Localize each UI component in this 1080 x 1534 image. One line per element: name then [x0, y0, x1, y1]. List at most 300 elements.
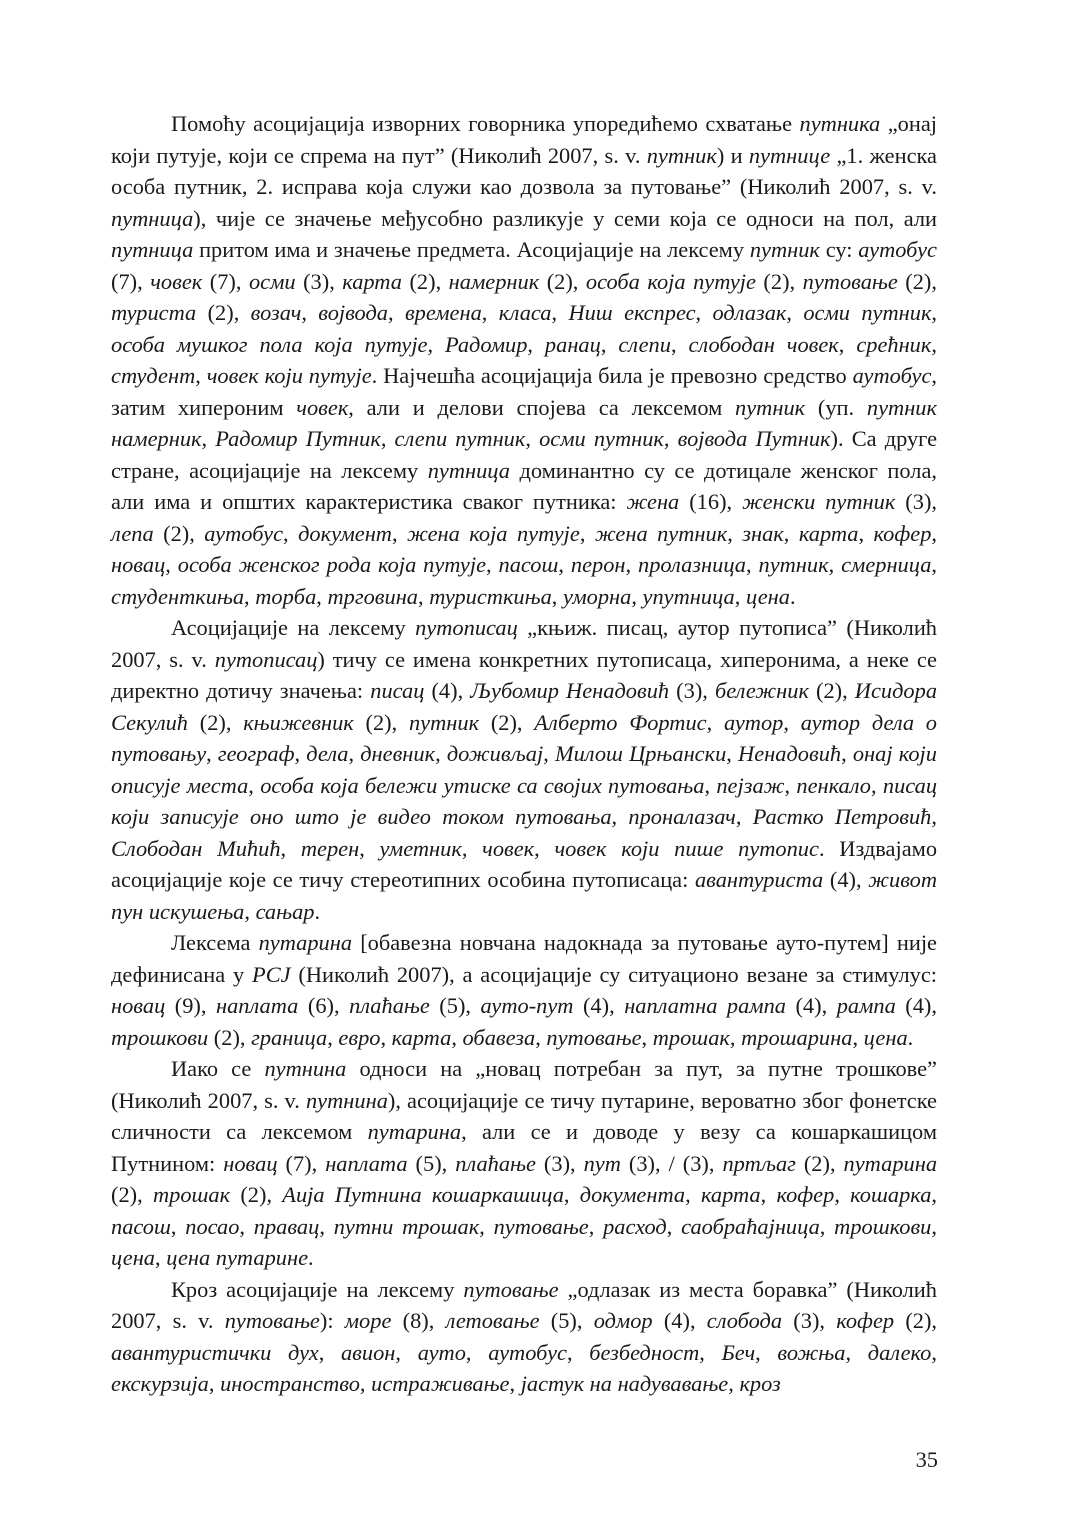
italic-term: Растко Петровић	[752, 804, 932, 829]
text-run: ,	[735, 804, 753, 829]
italic-term: смерница	[841, 552, 932, 577]
italic-term: аутобус	[852, 363, 932, 388]
italic-term: аутор	[723, 709, 784, 735]
italic-term: војвода Путник	[677, 426, 831, 451]
text-run: ,	[784, 772, 797, 798]
italic-term: иностранство	[220, 1371, 360, 1396]
text-run: (5),	[539, 1308, 594, 1333]
italic-term: пенкало	[796, 772, 871, 798]
text-run: ) и	[716, 142, 749, 168]
italic-term: човек који путује	[206, 363, 372, 388]
text-run: ,	[509, 1371, 521, 1396]
text-run: . Најчешћа асоцијација била је превозно средство	[371, 363, 853, 388]
text-run: ,	[380, 1024, 392, 1050]
text-run: (4),	[785, 993, 837, 1018]
text-run: ,	[838, 331, 857, 357]
text-run: ,	[465, 1339, 489, 1365]
italic-term: онај који описује места	[111, 741, 937, 798]
italic-term: обавеза	[462, 1024, 536, 1050]
italic-term: путница	[111, 205, 194, 231]
italic-term: туриста	[111, 300, 197, 325]
text-run: доминантно су се дотицале женског пола, али има и општих карактеристика сваког путника:	[111, 457, 937, 514]
italic-term: проналазач	[628, 804, 736, 829]
italic-term: путника	[799, 111, 881, 136]
italic-term: авион	[340, 1339, 396, 1365]
italic-term: дневник	[360, 741, 436, 766]
text-run: (2),	[111, 1182, 153, 1207]
text-run: ,	[535, 1024, 547, 1050]
text-run: ,	[391, 520, 408, 546]
italic-term: торба	[255, 583, 317, 609]
text-run: ,	[760, 1182, 777, 1207]
text-run: [обавезна новчана надокнада за путовање ауто-путем] није дефинисана у	[111, 930, 937, 987]
italic-term: Алберто Фортис	[534, 709, 707, 735]
text-run: ,	[418, 583, 430, 609]
italic-term: особа мушког пола која путује	[111, 331, 428, 357]
italic-term: намерник	[448, 268, 540, 294]
italic-term: трошак	[652, 1024, 730, 1050]
italic-term: војвода	[318, 300, 388, 325]
italic-term: кофер	[776, 1182, 835, 1207]
italic-term: рампа	[836, 993, 896, 1018]
text-run: ), чије се значење међусобно разликује у семи која се односи на пол, али	[193, 205, 937, 231]
text-run: (2),	[153, 520, 205, 546]
text-run: (3),	[895, 489, 937, 514]
italic-term: море	[344, 1308, 392, 1333]
text-run: .	[314, 898, 321, 924]
italic-term: РСЈ	[252, 961, 291, 987]
italic-term: туристкиња	[429, 583, 552, 609]
italic-term: студент	[111, 363, 196, 388]
italic-term: путник	[758, 552, 829, 577]
text-run: (9),	[165, 993, 216, 1018]
paragraph-putovanje	[111, 1274, 937, 1400]
text-run: (3),	[669, 678, 715, 703]
italic-term: слепи	[618, 331, 671, 357]
italic-term: плаћање	[349, 993, 430, 1018]
text-run: ,	[486, 552, 499, 577]
text-run: (2),	[353, 709, 409, 735]
italic-term: аутобус	[204, 520, 284, 546]
italic-term: терен	[300, 835, 360, 861]
italic-term: наплата	[325, 1150, 408, 1176]
text-run: ,	[435, 741, 447, 766]
text-run: (4),	[424, 678, 471, 703]
italic-term: карта	[700, 1182, 761, 1207]
text-run: .	[789, 583, 796, 609]
text-run: ,	[641, 1024, 653, 1050]
italic-term: човек који пише путопис	[554, 835, 819, 861]
text-run: ,	[931, 804, 937, 829]
italic-term: трошкови	[111, 1024, 209, 1050]
italic-term: слобода	[706, 1308, 783, 1333]
text-run: „онај који путује, који се спрема на пут” (Николић 2007, s. v.	[111, 111, 937, 168]
text-run: ,	[666, 1213, 682, 1239]
italic-term: пасош	[111, 1213, 171, 1239]
italic-term: документа	[579, 1182, 686, 1207]
text-run: , али се и доводе у везу са кошаркашицом Путнином:	[111, 1119, 937, 1176]
text-run: (2),	[230, 1182, 283, 1207]
text-run: ,	[695, 300, 713, 325]
italic-term: путник	[749, 237, 820, 262]
text-run: ,	[543, 741, 555, 766]
text-run: (2),	[188, 709, 244, 735]
italic-term: пасош	[498, 552, 559, 577]
italic-term: путнице	[748, 142, 831, 168]
text-run: (2),	[897, 268, 937, 294]
italic-term: слободан човек	[688, 331, 839, 357]
text-run: Кроз асоцијације на лексему	[171, 1276, 464, 1302]
text-run: ), асоцијације се тичу путарине, вероватно због фонетске сличности са лексемом	[111, 1087, 937, 1144]
italic-term: карта	[342, 268, 402, 294]
italic-term: новац	[223, 1150, 278, 1176]
italic-term: слепи путник	[394, 426, 526, 451]
text-run: ,	[479, 1213, 494, 1239]
italic-term: летовање	[445, 1308, 540, 1333]
text-run: ,	[563, 1182, 580, 1207]
italic-term: путовање	[224, 1308, 320, 1333]
text-run: ,	[670, 331, 689, 357]
text-run: ,	[327, 1024, 339, 1050]
text-run: ,	[201, 426, 216, 451]
text-run: (2),	[808, 678, 855, 703]
text-run: ,	[551, 583, 563, 609]
italic-term: пролазница	[638, 552, 746, 577]
text-run: „одлазак из места боравка” (Николић 2007, s. v.	[111, 1276, 937, 1333]
text-run: ,	[206, 741, 218, 766]
text-run: ,	[244, 583, 256, 609]
italic-term: цена	[111, 1245, 155, 1270]
text-run: ,	[858, 520, 874, 546]
italic-term: трошарина	[741, 1024, 853, 1050]
text-run: ,	[706, 709, 724, 735]
text-run: ,	[631, 583, 643, 609]
text-run: .	[308, 1245, 314, 1270]
text-run: ,	[525, 426, 540, 451]
text-run: ,	[427, 331, 446, 357]
text-run: (7),	[277, 1150, 326, 1176]
italic-term: карта	[391, 1024, 452, 1050]
italic-term: новац	[111, 993, 166, 1018]
italic-term: географ	[217, 741, 295, 766]
text-run: (2),	[894, 1308, 938, 1333]
italic-term: цена	[863, 1024, 908, 1050]
italic-term: Аија Путнина кошаркашица	[282, 1182, 564, 1207]
italic-term: авантуриста	[694, 867, 824, 892]
text-run: ,	[155, 1245, 167, 1270]
text-run: ,	[783, 709, 801, 735]
text-run: притом има и значење предмета. Асоцијације на лексему	[193, 237, 750, 262]
italic-term: граница	[251, 1024, 328, 1050]
italic-term: наплата	[215, 993, 299, 1018]
text-run: ,	[395, 1339, 418, 1365]
italic-term: путнина	[305, 1087, 388, 1113]
text-run: ,	[461, 835, 483, 861]
text-run: ,	[727, 520, 743, 546]
italic-term: наплатна рампа	[624, 993, 786, 1018]
italic-term: путнина	[264, 1056, 347, 1081]
text-run: ,	[852, 1024, 864, 1050]
text-run: (8),	[391, 1308, 446, 1333]
text-run: (7),	[202, 268, 249, 294]
text-run: (2),	[795, 1150, 844, 1176]
italic-term: кофер	[836, 1308, 895, 1333]
text-run: ,	[301, 300, 319, 325]
italic-term: ранац	[544, 331, 601, 357]
italic-term: путовање	[463, 1276, 559, 1302]
text-run: (уп.	[805, 394, 867, 420]
italic-term: аутор дела о путовању	[111, 709, 937, 766]
italic-term: саобраћајница	[681, 1213, 820, 1239]
text-run: „1. женска особа путник, 2. исправа која служи као дозвола за путовање” (Николић 2007, s. v.	[111, 142, 937, 199]
italic-term: правац	[253, 1213, 320, 1239]
text-run: ,	[783, 520, 799, 546]
text-run: ,	[359, 835, 380, 861]
italic-term: безбедност	[589, 1339, 700, 1365]
text-run: (3), / (3),	[620, 1150, 723, 1176]
text-run: ,	[931, 331, 937, 357]
italic-term: пејзаж	[716, 772, 785, 798]
text-run: ,	[551, 300, 569, 325]
text-run: ,	[239, 1213, 254, 1239]
italic-term: женски путник	[742, 489, 896, 514]
text-run: ,	[734, 583, 746, 609]
text-run: , затим хипероним	[111, 363, 938, 420]
italic-term: карта	[798, 520, 859, 546]
italic-term: дела	[306, 741, 349, 766]
text-run: ,	[685, 1182, 701, 1207]
text-run: .	[907, 1024, 914, 1050]
italic-term: осми	[248, 268, 296, 294]
italic-term: истраживање	[371, 1371, 510, 1396]
text-run: ,	[931, 1213, 937, 1239]
italic-term: осми путник	[803, 300, 932, 325]
text-run: ,	[819, 1213, 835, 1239]
text-run: ,	[663, 426, 678, 451]
italic-term: Радомир	[445, 331, 528, 357]
italic-term: жена која путује	[407, 520, 580, 546]
italic-term: бележник	[714, 678, 809, 703]
text-run: односи на „новац потребан за пут, за путне трошкове” (Николић 2007, s. v.	[111, 1056, 937, 1113]
text-run: ,	[726, 741, 739, 766]
text-run: ,	[755, 1339, 778, 1365]
italic-term: евро	[338, 1024, 381, 1050]
italic-term: кроз	[739, 1371, 781, 1396]
text-run: ,	[348, 741, 361, 766]
text-run: (7),	[111, 268, 151, 294]
text-run: ,	[558, 552, 571, 577]
italic-term: уметник	[379, 835, 462, 861]
italic-term: књижевник	[243, 709, 354, 735]
text-run: ,	[319, 1213, 334, 1239]
italic-term: аутобус	[488, 1339, 567, 1365]
italic-term: путни трошак	[333, 1213, 480, 1239]
italic-term: путник	[646, 142, 717, 168]
text-run: „књиж. писац, аутор путописа” (Николић 2007, s. v.	[111, 615, 938, 672]
italic-term: путник	[408, 709, 480, 735]
italic-term: трошкови	[834, 1213, 932, 1239]
text-run: Помоћу асоцијација изворних говорника упоредићемо схватање	[171, 111, 800, 136]
italic-term: кошарка	[850, 1182, 932, 1207]
text-run: ,	[834, 1182, 851, 1207]
italic-term: цена	[745, 583, 790, 609]
text-run: ,	[625, 552, 639, 577]
italic-term: вожња	[777, 1339, 846, 1365]
italic-term: одмор	[593, 1308, 653, 1333]
text-run: Лексема	[171, 930, 259, 955]
text-run: ,	[244, 898, 256, 924]
text-run: (4),	[652, 1308, 707, 1333]
italic-term: Слободан Мићић	[111, 835, 281, 861]
italic-term: жена	[626, 489, 680, 514]
text-run: ,	[728, 1371, 740, 1396]
italic-term: човек	[482, 835, 535, 861]
italic-term: путовање	[493, 1213, 589, 1239]
text-run: ,	[534, 835, 555, 861]
italic-term: особа која путује	[585, 268, 756, 294]
text-run: ,	[195, 363, 207, 388]
italic-term: возач	[250, 300, 302, 325]
italic-term: човек	[150, 268, 203, 294]
italic-term: Ненадовић	[738, 741, 842, 766]
text-run: ,	[931, 520, 938, 546]
text-run: ,	[165, 552, 178, 577]
text-run: ,	[600, 331, 619, 357]
italic-term: путописац	[415, 615, 518, 640]
text-run: (3),	[535, 1150, 584, 1176]
text-run: ,	[359, 1371, 372, 1396]
text-run: (5),	[429, 993, 481, 1018]
text-run: ,	[283, 520, 299, 546]
text-run: (4),	[573, 993, 625, 1018]
italic-term: путница	[111, 237, 194, 262]
italic-term: ауто	[417, 1339, 466, 1365]
italic-term: уморна	[562, 583, 632, 609]
text-run: ,	[566, 1339, 590, 1365]
text-run: (2),	[196, 300, 251, 325]
italic-term: путарина	[258, 930, 353, 955]
text-run: ) тичу се имена конкретних путописаца, хиперонима, а неке се директно дотичу значења:	[111, 646, 937, 703]
text-run: (16),	[679, 489, 743, 514]
italic-term: посао	[185, 1213, 240, 1239]
text-run: (Николић 2007), а асоцијације су ситуационо везане за стимулус:	[290, 961, 937, 987]
text-run: (4),	[895, 993, 937, 1018]
italic-term: ауто-пут	[480, 993, 574, 1018]
italic-term: упутница	[642, 583, 735, 609]
text-run: ,	[729, 1024, 742, 1050]
italic-term: особа која бележи утиске са својих путовања	[260, 772, 705, 798]
italic-term: далеко	[867, 1339, 932, 1365]
italic-term: екскурзија	[111, 1371, 209, 1396]
text-run: ,	[931, 1339, 937, 1365]
text-run: ,	[451, 1024, 463, 1050]
italic-term: Радомир Путник	[215, 426, 381, 451]
italic-term: аутобус	[858, 237, 937, 262]
text-run: Иако се	[171, 1056, 265, 1081]
text-run: ,	[280, 835, 301, 861]
text-run: ,	[611, 804, 629, 829]
text-run: ,	[318, 1339, 341, 1365]
italic-term: јастук на надувавање	[520, 1371, 729, 1396]
italic-term: путник	[735, 394, 806, 420]
text-run: ,	[746, 552, 759, 577]
text-run: ,	[380, 426, 395, 451]
paragraph-putopisac	[111, 612, 937, 927]
text-run: ,	[170, 1213, 186, 1239]
italic-term: пртљаг	[722, 1150, 796, 1176]
italic-term: сањар	[255, 898, 315, 924]
italic-term: човек	[296, 394, 349, 420]
italic-term: плаћање	[455, 1150, 536, 1176]
italic-term: путовање	[802, 268, 898, 294]
paragraph-putarina	[111, 927, 937, 1053]
italic-term: знак	[742, 520, 784, 546]
italic-term: авантуристички дух	[111, 1339, 319, 1365]
italic-term: класа	[498, 300, 552, 325]
text-run: (2),	[755, 268, 803, 294]
text-run: ,	[931, 552, 938, 577]
italic-term: лепа	[111, 520, 154, 546]
text-run: ):	[319, 1308, 345, 1333]
italic-term: Милош Црњански	[554, 741, 727, 766]
italic-term: Љубомир Ненадовић	[470, 678, 670, 703]
italic-term: цена путарине	[166, 1245, 309, 1270]
text-run: ,	[481, 300, 499, 325]
italic-term: писац који записује оно што је видео током путовања	[111, 772, 938, 829]
italic-term: Исидора Секулић	[111, 678, 938, 735]
text-run: ,	[387, 300, 405, 325]
text-run: ,	[931, 300, 938, 325]
text-run: (2),	[208, 1024, 252, 1050]
text-run: ,	[845, 1339, 868, 1365]
text-run: (2),	[401, 268, 449, 294]
italic-term: путник намерник	[111, 394, 937, 451]
paragraph-putnina	[111, 1053, 937, 1274]
italic-term: студенткиња	[111, 583, 245, 609]
page-number: 35	[915, 1447, 938, 1472]
text-run: ,	[870, 772, 883, 798]
paragraph-putnik-putnica	[111, 108, 937, 612]
text-run: ,	[579, 520, 595, 546]
italic-term: особа женског рода која путује	[177, 552, 487, 577]
text-run: , али и делови спојева са лексемом	[348, 394, 736, 420]
text-run: ,	[208, 1371, 221, 1396]
italic-term: путарина	[367, 1119, 462, 1144]
italic-term: осми путник	[539, 426, 664, 451]
italic-term: трошак	[152, 1182, 231, 1207]
text-run: Асоцијације на лексему	[171, 615, 416, 640]
text-run: ,	[294, 741, 307, 766]
italic-term: новац	[111, 552, 166, 577]
body-text	[111, 108, 937, 1400]
italic-term: времена	[404, 300, 482, 325]
text-run: ,	[841, 741, 853, 766]
italic-term: расход	[603, 1213, 667, 1239]
italic-term: срећник	[856, 331, 932, 357]
text-run: ,	[828, 552, 842, 577]
text-run: (2),	[539, 268, 586, 294]
italic-term: путарина	[843, 1150, 938, 1176]
text-run: ,	[699, 1339, 722, 1365]
text-run: ,	[316, 583, 328, 609]
text-run: ,	[931, 1182, 938, 1207]
italic-term: документ	[298, 520, 392, 546]
text-run: ,	[786, 300, 804, 325]
text-run: (5),	[407, 1150, 456, 1176]
text-run: су:	[819, 237, 859, 262]
text-run: (3),	[782, 1308, 837, 1333]
text-run: (2),	[479, 709, 535, 735]
